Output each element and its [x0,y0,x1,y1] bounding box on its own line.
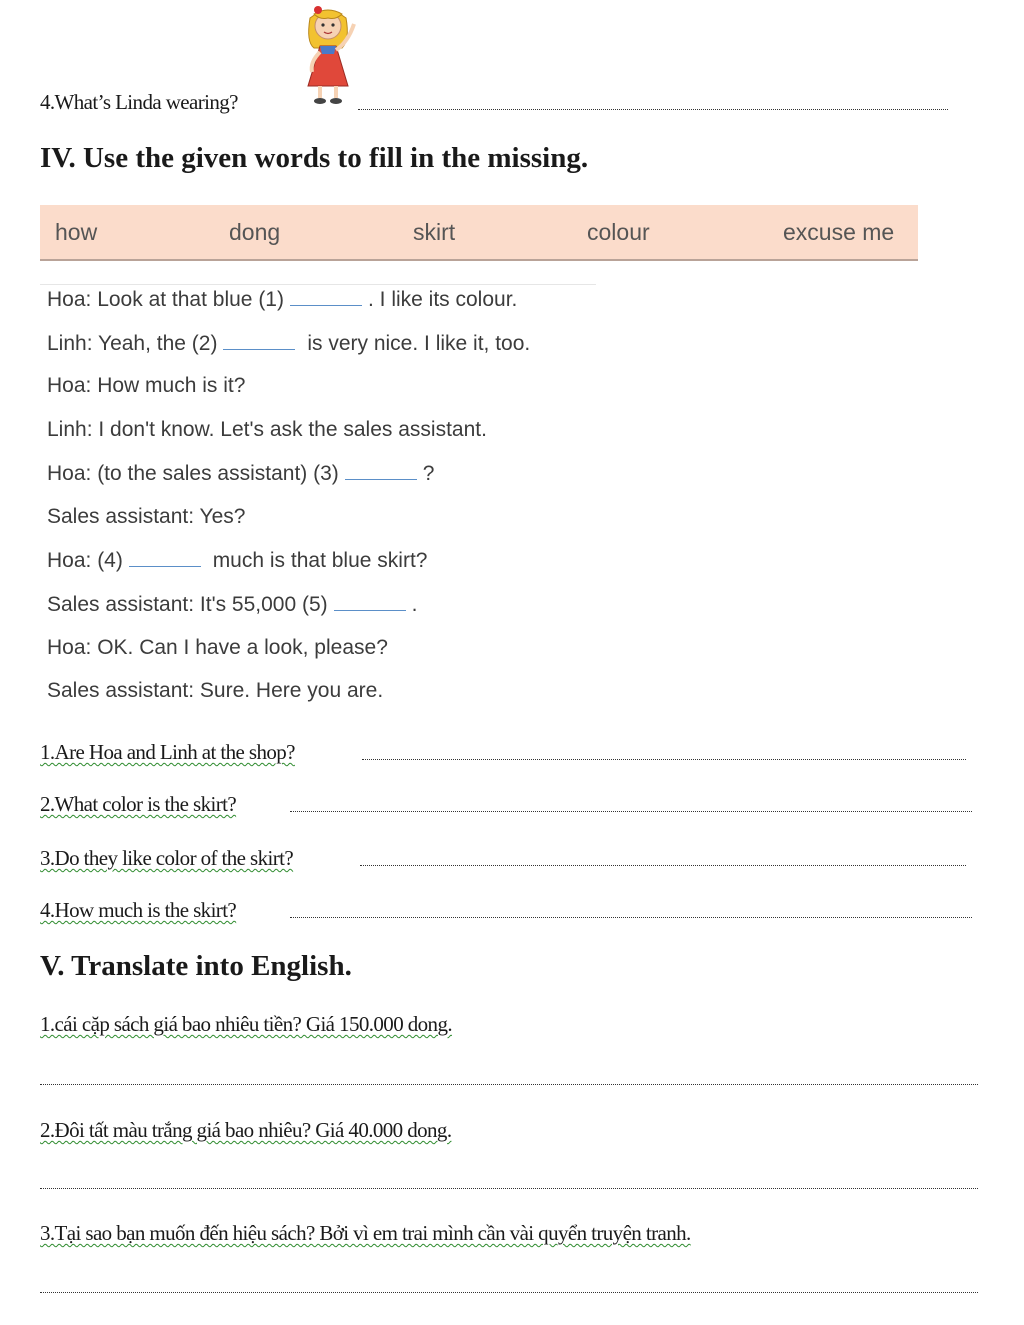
translate-item-1 [40,1012,452,1037]
blank-5[interactable] [334,592,406,611]
dialogue-text: Hoa: Look at that blue (1) [47,288,284,311]
dialogue-text: . I like its colour. [367,288,518,311]
question-linda-wearing [40,90,238,115]
answer-line[interactable] [40,1188,978,1189]
translate-item-2 [40,1118,451,1143]
section-v-heading: V. Translate into English. [40,950,352,982]
dialogue-line-9: Hoa: OK. Can I have a look, please? [47,636,388,659]
girl-cartoon-icon [296,2,362,110]
comprehension-question-2 [40,792,236,817]
question-text: 1.Are Hoa and Linh at the shop? [40,740,295,764]
dialogue-line-5 [47,461,434,486]
divider [40,284,596,285]
answer-line[interactable] [360,865,966,866]
blank-4[interactable] [129,548,201,567]
dialogue-line-6: Sales assistant: Yes? [47,505,246,528]
answer-line[interactable] [40,1292,978,1293]
dialogue-line-7 [47,548,427,573]
comprehension-question-4 [40,898,236,923]
answer-line[interactable] [40,1084,978,1085]
answer-line[interactable] [362,759,966,760]
answer-line[interactable] [290,811,972,812]
dialogue-line-4: Linh: I don't know. Let's ask the sales assistant. [47,418,487,441]
dialogue-text: is very nice. I like it, too. [301,332,531,355]
blank-1[interactable] [290,287,362,306]
comprehension-question-3 [40,846,293,871]
word-bank-item: colour [587,219,650,245]
word-bank-item: how [55,219,98,245]
dialogue-text: much is that blue skirt? [206,549,428,572]
comprehension-question-1 [40,740,295,765]
translate-item-3 [40,1221,691,1246]
blank-2[interactable] [223,331,295,350]
section-iv-heading: IV. Use the given words to fill in the missing. [40,142,589,174]
dialogue-text: . [411,593,418,616]
blank-3[interactable] [345,461,417,480]
answer-line[interactable] [290,917,972,918]
translate-text: 2.Đôi tất màu trắng giá bao nhiêu? Giá 40.000 dong. [40,1118,452,1142]
translate-text: 1.cái cặp sách giá bao nhiêu tiền? Giá 150.000 dong. [40,1012,452,1036]
dialogue-text: Hoa: (to the sales assistant) (3) [47,462,339,485]
dialogue-line-10: Sales assistant: Sure. Here you are. [47,679,384,702]
dialogue-line-2 [47,331,530,356]
dialogue-text: Hoa: (4) [47,549,123,572]
word-bank [40,205,918,261]
dialogue-text: Linh: Yeah, the (2) [47,332,218,355]
question-text: 4.How much is the skirt? [40,898,237,922]
word-bank-item: excuse me [783,219,895,245]
dialogue-line-1 [47,287,517,312]
translate-text: 3.Tại sao bạn muốn đến hiệu sách? Bởi vì em trai mình cần vài quyển truyện tranh. [40,1221,691,1245]
word-bank-item: skirt [413,219,456,245]
question-text: 4.What’s Linda wearing? [40,90,238,114]
answer-line [358,109,948,110]
word-bank-item: dong [229,219,281,245]
dialogue-line-8 [47,592,418,617]
dialogue-text: ? [422,462,435,485]
dialogue-text: Sales assistant: It's 55,000 (5) [47,593,328,616]
question-text: 3.Do they like color of the skirt? [40,846,294,870]
dialogue-line-3: Hoa: How much is it? [47,374,246,397]
question-text: 2.What color is the skirt? [40,792,237,816]
